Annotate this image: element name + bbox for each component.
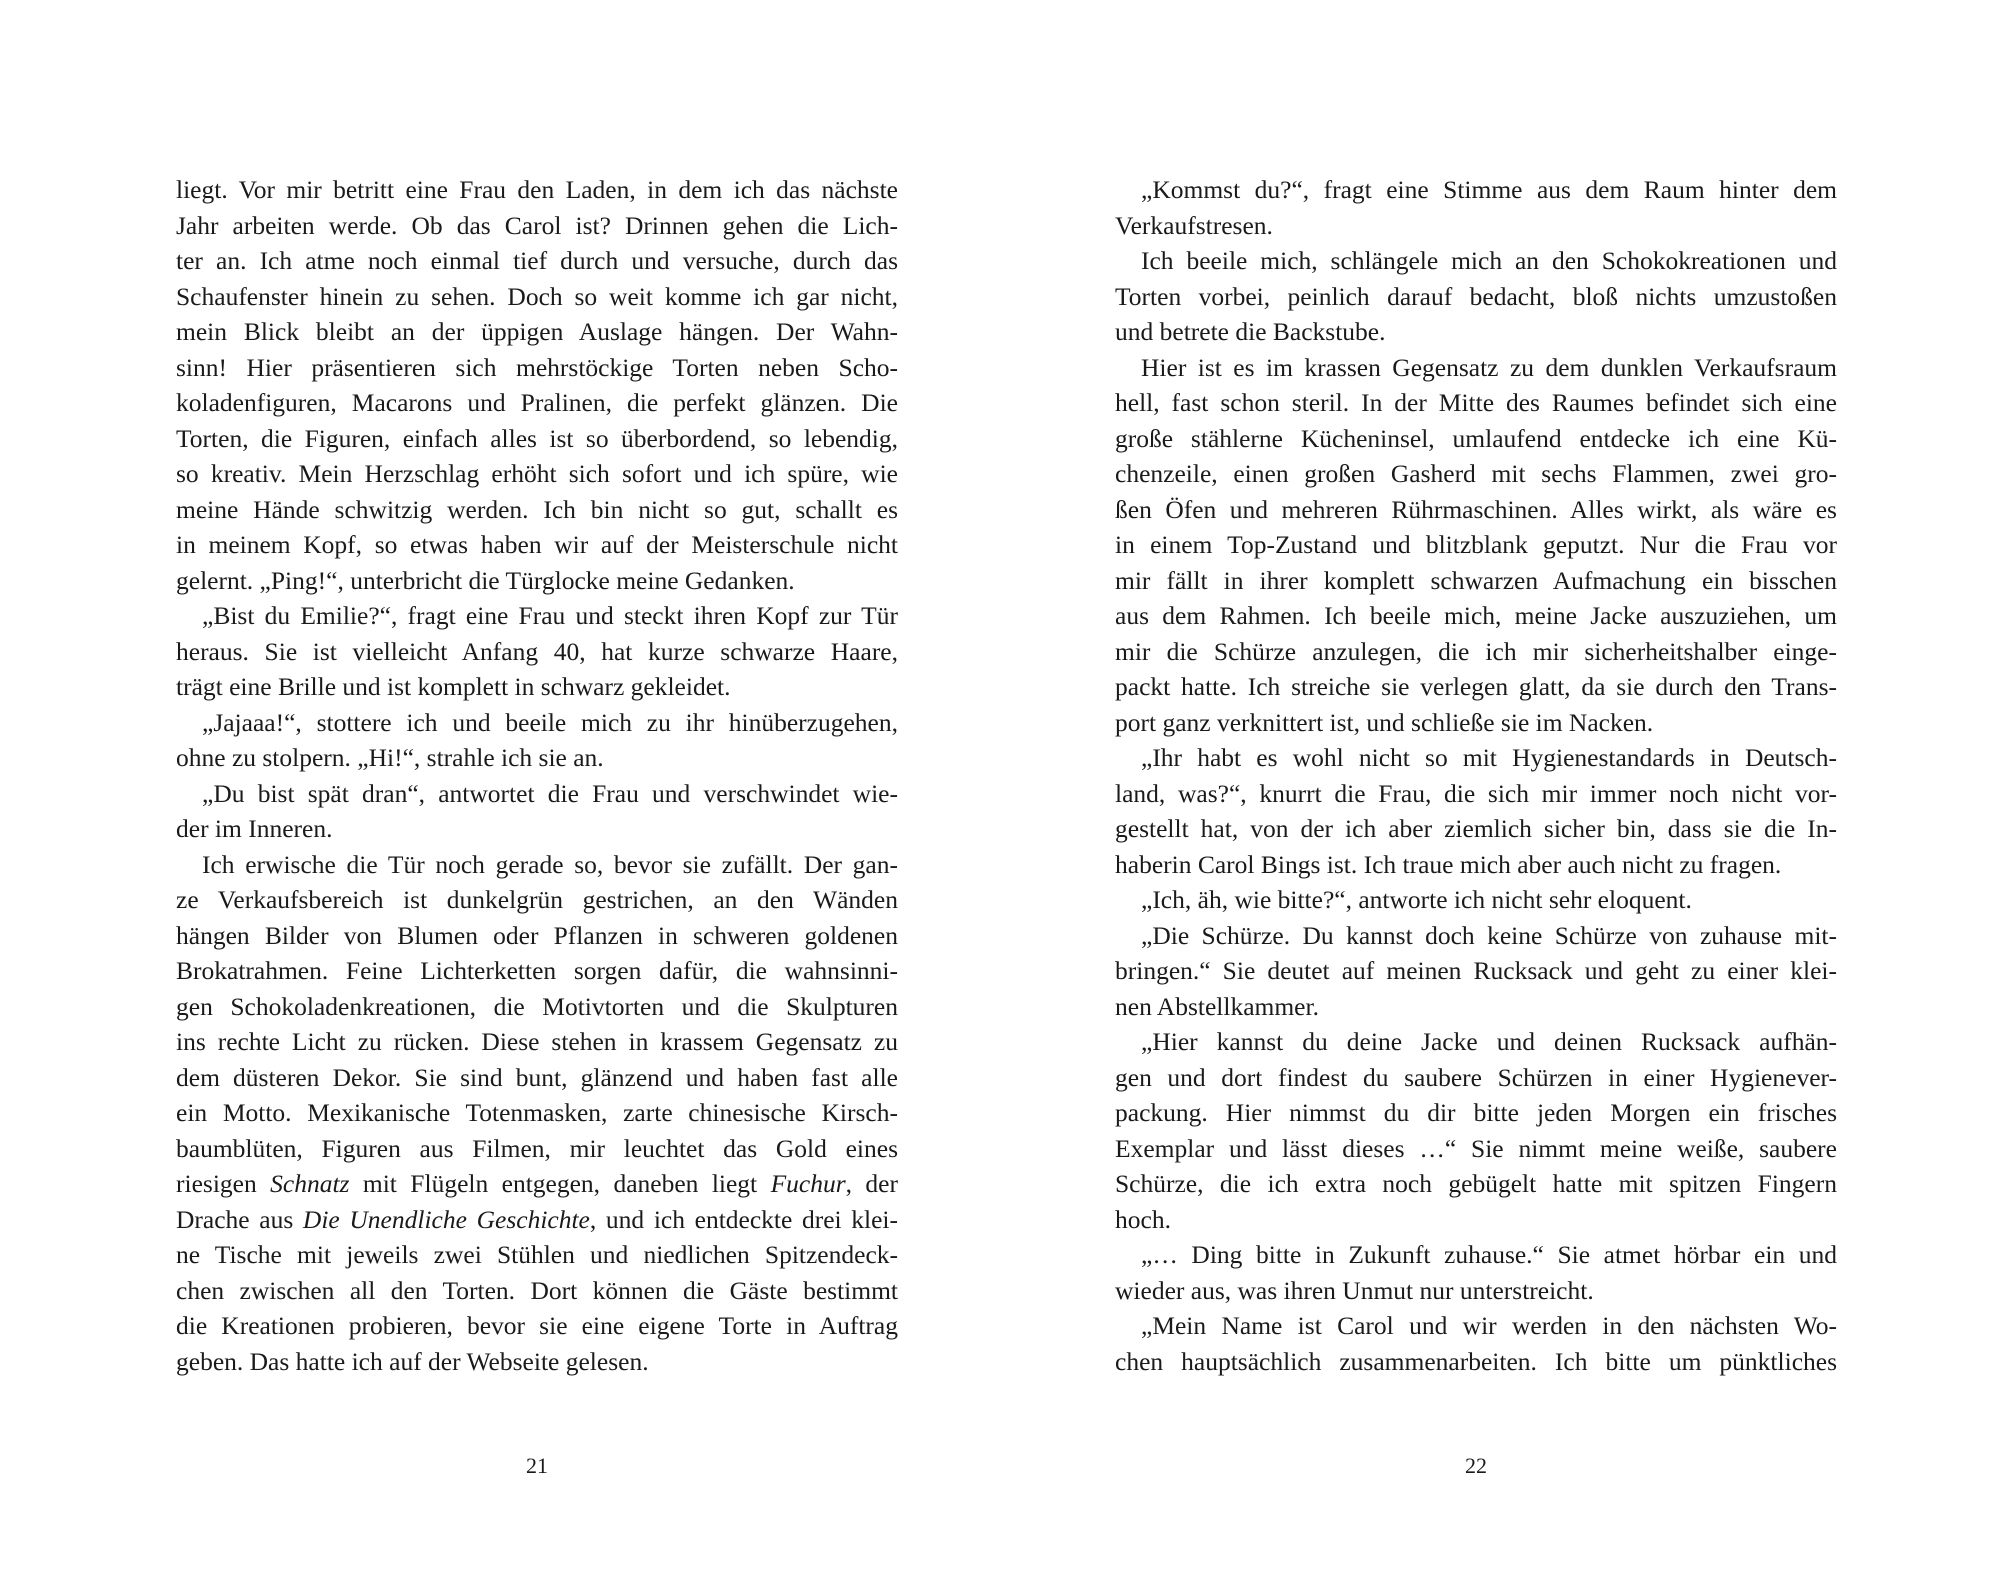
text-line: nen Abstellkammer. — [1115, 991, 1319, 1021]
text-line: mein Blick bleibt an der üppigen Auslage hängen. Der Wahn- — [176, 317, 898, 346]
text-line: liegt. Vor mir betritt eine Frau den Laden, in dem ich das nächste — [176, 175, 898, 204]
left-page-number: 21 — [526, 1453, 548, 1478]
text-line: „Kommst du?“, fragt eine Stimme aus dem Raum hinter dem — [1141, 175, 1837, 204]
text-line: port ganz verknittert ist, und schließe sie im Nacken. — [1115, 707, 1654, 737]
italic-title: Schnatz — [270, 1169, 350, 1198]
text-line: baumblüten, Figuren aus Filmen, mir leuchtet das Gold eines — [176, 1133, 898, 1163]
text-line: trägt eine Brille und ist komplett in schwarz gekleidet. — [176, 672, 731, 701]
text-fragment: Drache aus — [176, 1204, 303, 1234]
text-line: ter an. Ich atme noch einmal tief durch und versuche, durch das — [176, 246, 898, 275]
italic-title: Die Unendliche Geschichte — [302, 1204, 590, 1234]
text-line: Brokatrahmen. Feine Lichterketten sorgen dafür, die wahnsinni- — [176, 956, 898, 985]
text-line: Verkaufstresen. — [1115, 210, 1273, 240]
text-line — [176, 1166, 898, 1202]
text-line: chen hauptsächlich zusammenarbeiten. Ich bitte um pünktliches — [1115, 1346, 1837, 1376]
text-line: „Jajaaa!“, stottere ich und beeile mich zu ihr hinüberzugehen, — [202, 707, 898, 737]
text-line: gen Schokoladenkreationen, die Motivtorten und die Skulpturen — [176, 991, 898, 1021]
text-line: ßen Öfen und mehreren Rührmaschinen. Alles wirkt, als wäre es — [1115, 494, 1837, 524]
text-line: ein Motto. Mexikanische Totenmasken, zarte chinesische Kirsch- — [176, 1098, 898, 1127]
text-line: gestellt hat, von der ich aber ziemlich sicher bin, dass sie die In- — [1115, 814, 1837, 843]
text-line: „Bist du Emilie?“, fragt eine Frau und steckt ihren Kopf zur Tür — [202, 601, 898, 630]
text-line: so kreativ. Mein Herzschlag erhöht sich sofort und ich spüre, wie — [176, 459, 898, 488]
text-line: die Kreationen probieren, bevor sie eine eigene Torte in Auftrag — [176, 1311, 898, 1340]
text-line: gen und dort findest du saubere Schürzen in einer Hygienever- — [1115, 1062, 1837, 1092]
text-line: Ich beeile mich, schlängele mich an den Schokokreationen und — [1141, 246, 1837, 275]
text-line: der im Inneren. — [176, 814, 333, 843]
text-line: „Mein Name ist Carol und wir werden in den nächsten Wo- — [1141, 1311, 1837, 1340]
text-line: große stählerne Kücheninsel, umlaufend entdecke ich eine Kü- — [1115, 423, 1837, 453]
text-line: Ich erwische die Tür noch gerade so, bevor sie zufällt. Der gan- — [202, 849, 898, 879]
text-line: sinn! Hier präsentieren sich mehrstöckige Torten neben Scho- — [176, 352, 898, 382]
text-line: ze Verkaufsbereich ist dunkelgrün gestrichen, an den Wänden — [176, 885, 898, 914]
text-line: wieder aus, was ihren Unmut nur unterstreicht. — [1115, 1275, 1594, 1305]
text-line: chenzeile, einen großen Gasherd mit sechs Flammen, zwei gro- — [1115, 459, 1837, 488]
text-line: Hier ist es im krassen Gegensatz zu dem dunklen Verkaufsraum — [1141, 352, 1837, 382]
text-line: Exemplar und lässt dieses …“ Sie nimmt meine weiße, saubere — [1115, 1133, 1837, 1163]
text-line: haberin Carol Bings ist. Ich traue mich aber auch nicht zu fragen. — [1115, 849, 1782, 879]
text-line: Torten vorbei, peinlich darauf bedacht, bloß nichts umzustoßen — [1115, 281, 1837, 311]
text-line: „Ich, äh, wie bitte?“, antworte ich nicht sehr eloquent. — [1141, 885, 1692, 914]
text-line: dem düsteren Dekor. Sie sind bunt, glänzend und haben fast alle — [176, 1062, 898, 1092]
text-line: heraus. Sie ist vielleicht Anfang 40, hat kurze schwarze Haare, — [176, 636, 898, 666]
text-line: land, was?“, knurrt die Frau, die sich mir immer noch nicht vor- — [1115, 778, 1837, 808]
text-line: meine Hände schwitzig werden. Ich bin nicht so gut, schallt es — [176, 494, 898, 524]
text-line: bringen.“ Sie deutet auf meinen Rucksack und geht zu einer klei- — [1115, 956, 1837, 985]
text-line: packt hatte. Ich streiche sie verlegen glatt, da sie durch den Trans- — [1115, 672, 1837, 701]
text-line: hoch. — [1115, 1204, 1171, 1234]
text-line: in einem Top-Zustand und blitzblank geputzt. Nur die Frau vor — [1115, 530, 1837, 559]
text-line: chen zwischen all den Torten. Dort können die Gäste bestimmt — [176, 1275, 898, 1305]
text-line: mir die Schürze anzulegen, die ich mir sicherheitshalber einge- — [1115, 636, 1837, 666]
text-line: Schaufenster hinein zu sehen. Doch so weit komme ich gar nicht, — [176, 281, 898, 311]
text-line — [176, 1202, 898, 1238]
text-fragment: mit Flügeln entgegen, daneben liegt — [349, 1169, 771, 1198]
text-line: in meinem Kopf, so etwas haben wir auf der Meisterschule nicht — [176, 530, 898, 559]
text-line: „Ihr habt es wohl nicht so mit Hygienestandards in Deutsch- — [1141, 743, 1837, 772]
text-line: packung. Hier nimmst du dir bitte jeden Morgen ein frisches — [1115, 1098, 1837, 1127]
italic-title: Fuchur — [770, 1169, 846, 1198]
text-line: „Du bist spät dran“, antwortet die Frau und verschwindet wie- — [202, 778, 898, 808]
text-line: mir fällt in ihrer komplett schwarzen Aufmachung ein bisschen — [1115, 565, 1837, 595]
text-line: Jahr arbeiten werde. Ob das Carol ist? Drinnen gehen die Lich- — [176, 210, 898, 240]
text-line: aus dem Rahmen. Ich beeile mich, meine Jacke auszuziehen, um — [1115, 601, 1837, 630]
text-line: hell, fast schon steril. In der Mitte des Raumes befindet sich eine — [1115, 388, 1837, 417]
text-line: „Hier kannst du deine Jacke und deinen Rucksack aufhän- — [1141, 1027, 1837, 1056]
text-line: gelernt. „Ping!“, unterbricht die Türglocke meine Gedanken. — [176, 565, 795, 595]
text-line: geben. Das hatte ich auf der Webseite gelesen. — [176, 1346, 649, 1376]
text-line: Torten, die Figuren, einfach alles ist so überbordend, so lebendig, — [176, 423, 898, 453]
text-line: und betrete die Backstube. — [1115, 317, 1386, 346]
text-fragment: , und ich entdeckte drei klei- — [589, 1204, 898, 1234]
text-fragment: riesigen — [176, 1169, 271, 1198]
right-page-text — [1115, 172, 1837, 1379]
text-line: Schürze, die ich extra noch gebügelt hatte mit spitzen Fingern — [1115, 1169, 1837, 1198]
left-page-text — [176, 172, 898, 1379]
text-line: ohne zu stolpern. „Hi!“, strahle ich sie an. — [176, 743, 604, 772]
right-page-number: 22 — [1465, 1453, 1487, 1478]
text-line: „Die Schürze. Du kannst doch keine Schürze von zuhause mit- — [1141, 920, 1837, 950]
text-line: „… Ding bitte in Zukunft zuhause.“ Sie atmet hörbar ein und — [1141, 1240, 1837, 1269]
text-line: koladenfiguren, Macarons und Pralinen, die perfekt glänzen. Die — [176, 388, 898, 417]
text-fragment: , der — [845, 1169, 898, 1198]
text-line: hängen Bilder von Blumen oder Pflanzen in schweren goldenen — [176, 920, 898, 950]
text-line: ins rechte Licht zu rücken. Diese stehen in krassem Gegensatz zu — [176, 1027, 898, 1056]
text-line: ne Tische mit jeweils zwei Stühlen und niedlichen Spitzendeck- — [176, 1240, 898, 1269]
